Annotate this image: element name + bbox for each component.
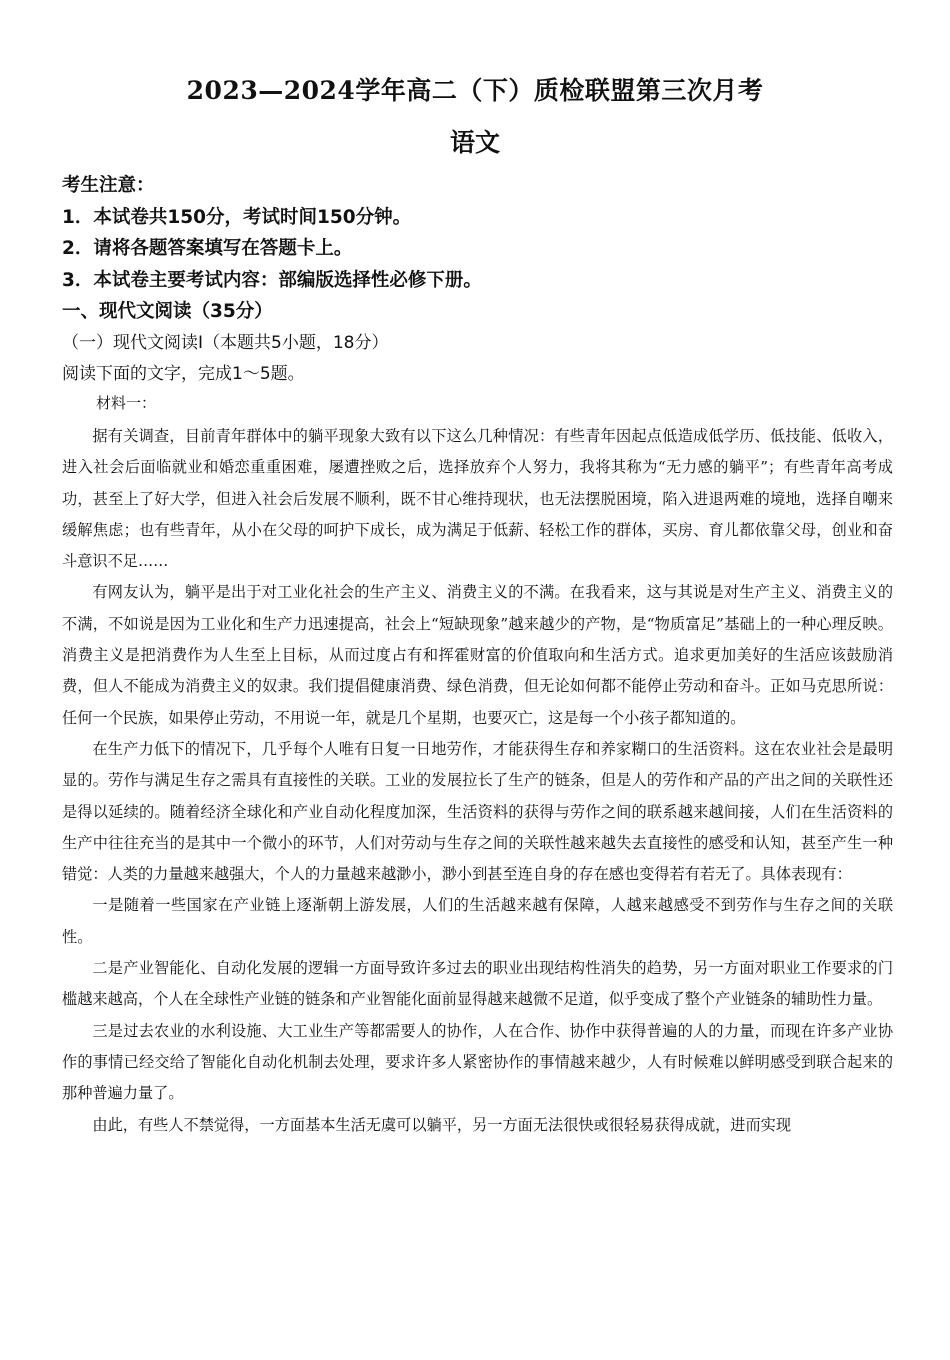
passage-paragraph-1: 据有关调查，目前青年群体中的躺平现象大致有以下这么几种情况：有些青年因起点低造成低学历、低技能、低收入，进入社会后面临就业和婚恋重重困难，屡遭挫败之后，选择放弃个人努力，我将其称为“无力感的躺平”；有些青年高考成功，甚至上了好大学，但进入社会后发展不顺利，既不甘心维持现状，也无法摆脱困境，陷入进退两难的境地，选择自嘲来缓解焦虑；也有些青年，从小在父母的呵护下成长，成为满足于低薪、轻松工作的群体，买房、育儿都依靠父母，创业和奋斗意识不足…… bbox=[62, 427, 893, 571]
notice-heading: 考生注意： bbox=[62, 175, 155, 196]
passage-paragraph-5: 二是产业智能化、自动化发展的逻辑一方面导致许多过去的职业出现结构性消失的趋势，另一方面对职业工作要求的门槛越来越高，个人在全球性产业链的链条和产业智能化面前显得越来越微不足道，似乎变成了整个产业链条的辅助性力量。 bbox=[62, 959, 893, 1009]
passage-paragraph-6: 三是过去农业的水利设施、大工业生产等都需要人的协作，人在合作、协作中获得普遍的人的力量，而现在许多产业协作的事情已经交给了智能化自动化机制去处理，要求许多人紧密协作的事情越来越少，人有时候难以鲜明感受到联合起来的那种普遍力量了。 bbox=[62, 1021, 893, 1103]
section-subheading: （一）现代文阅读Ⅰ（本题共5小题，18分） bbox=[62, 332, 389, 353]
passage-paragraph-3: 在生产力低下的情况下，几乎每个人唯有日复一日地劳作，才能获得生存和养家糊口的生活资料。这在农业社会是最明显的。劳作与满足生存之需具有直接性的关联。工业的发展拉长了生产的链条，但是人的劳作和产品的产出之间的关联性还是得以延续的。随着经济全球化和产业自动化程度加深，生活资料的获得与劳作之间的联系越来越间接，人们在生活资料的生产中往往充当的是其中一个微小的环节，人们对劳动与生存之间的关联性越来越失去直接性的感受和认知，甚至产生一种错觉：人类的力量越来越强大，个人的力量越来越渺小，渺小到甚至连自身的存在感也变得若有若无了。具体表现有： bbox=[62, 739, 893, 884]
passage-paragraph-4: 一是随着一些国家在产业链上逐渐朝上游发展，人们的生活越来越有保障，人越来越感受不到劳作与生存之间的关联性。 bbox=[62, 896, 893, 946]
material-label: 材料一： bbox=[96, 394, 157, 412]
reading-instruction: 阅读下面的文字，完成1～5题。 bbox=[62, 364, 305, 384]
section-heading: 一、现代文阅读（35分） bbox=[62, 301, 273, 322]
passage-paragraph-7: 由此，有些人不禁觉得，一方面基本生活无虞可以躺平，另一方面无法很快或很轻易获得成就，进而实现 bbox=[92, 1115, 792, 1134]
notice-item-1: 1．本试卷共150分，考试时间150分钟。 bbox=[62, 206, 412, 228]
exam-subject: 语文 bbox=[449, 128, 500, 157]
notice-item-2: 2．请将各题答案填写在答题卡上。 bbox=[62, 238, 353, 259]
exam-notice bbox=[62, 170, 902, 391]
notice-item-3: 3．本试卷主要考试内容：部编版选择性必修下册。 bbox=[62, 269, 482, 291]
passage-paragraph-2: 有网友认为，躺平是出于对工业化社会的生产主义、消费主义的不满。在我看来，这与其说是对生产主义、消费主义的不满，不如说是因为工业化和生产力迅速提高，社会上“短缺现象”越来越少的产物，是“物质富足”基础上的一种心理反映。消费主义是把消费作为人生至上目标，从而过度占有和挥霍财富的价值取向和生活方式。追求更加美好的生活应该鼓励消费，但人不能成为消费主义的奴隶。我们提倡健康消费、绿色消费，但无论如何都不能停止劳动和奋斗。正如马克思所说：任何一个民族，如果停止劳动，不用说一年，就是几个星期，也要灭亡，这是每一个小孩子都知道的。 bbox=[62, 583, 893, 727]
exam-title: 2023—2024学年高二（下）质检联盟第三次月考 bbox=[186, 76, 764, 105]
reading-passage bbox=[62, 421, 893, 1141]
